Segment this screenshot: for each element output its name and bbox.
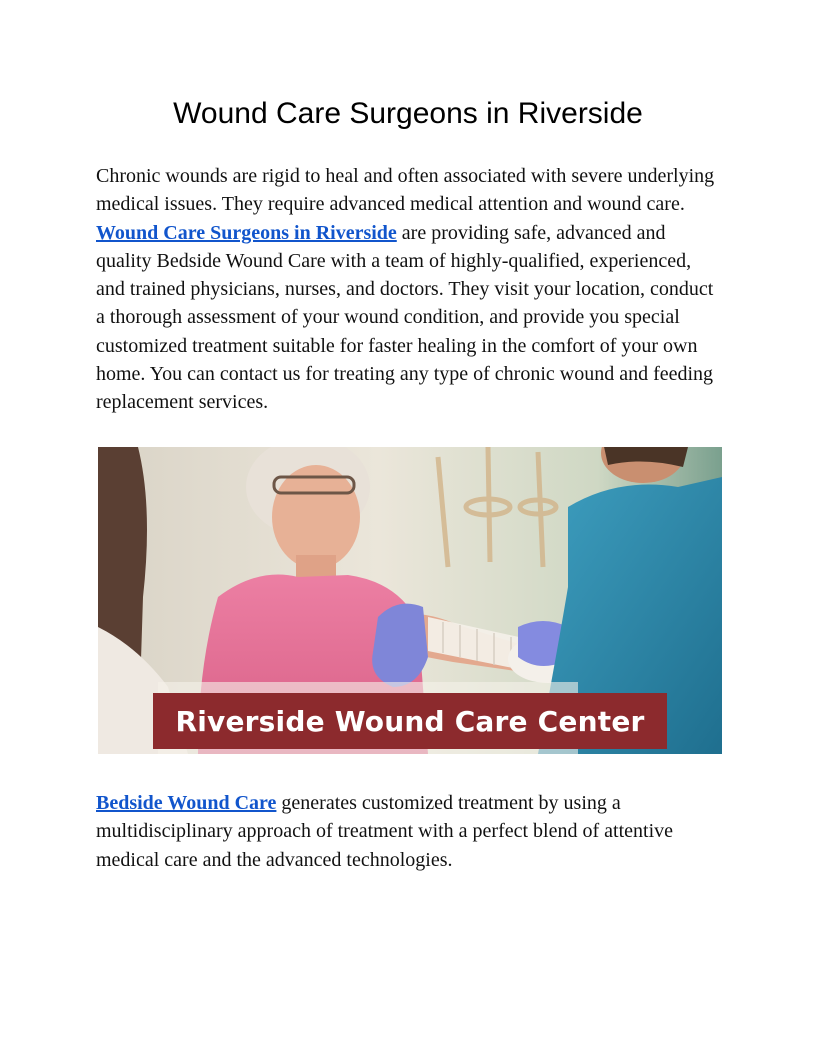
image-banner	[153, 693, 667, 749]
closing-text-after-link: generates customized treatment by using a multidisciplinary approach of treatment with a perfect blend of attentive medical care and the advanced technologies.	[96, 792, 674, 871]
wound-care-surgeons-link[interactable]: Wound Care Surgeons in Riverside	[96, 221, 397, 244]
page-title: Wound Care Surgeons in Riverside	[173, 97, 643, 130]
intro-text-after-link: are providing safe, advanced and quality Bedside Wound Care with a team of highly-qualified, experienced, and trained physicians, nurses, and doctors. They visit your location, conduct a thorough assessment of your wound condition, and provide you special customized treatment suitable for faster healing in the comfort of your own home. You can contact us for treating any type of chronic wound and feeding replacement services.	[96, 221, 714, 414]
intro-paragraph	[96, 162, 724, 417]
bedside-wound-care-link[interactable]: Bedside Wound Care	[96, 792, 277, 814]
wound-care-photo	[98, 447, 722, 754]
closing-paragraph	[96, 789, 724, 874]
banner-text: Riverside Wound Care Center	[175, 704, 645, 738]
intro-text-before-link: Chronic wounds are rigid to heal and often associated with severe underlying medical issues. They require advanced medical attention and wound care.	[96, 165, 715, 216]
